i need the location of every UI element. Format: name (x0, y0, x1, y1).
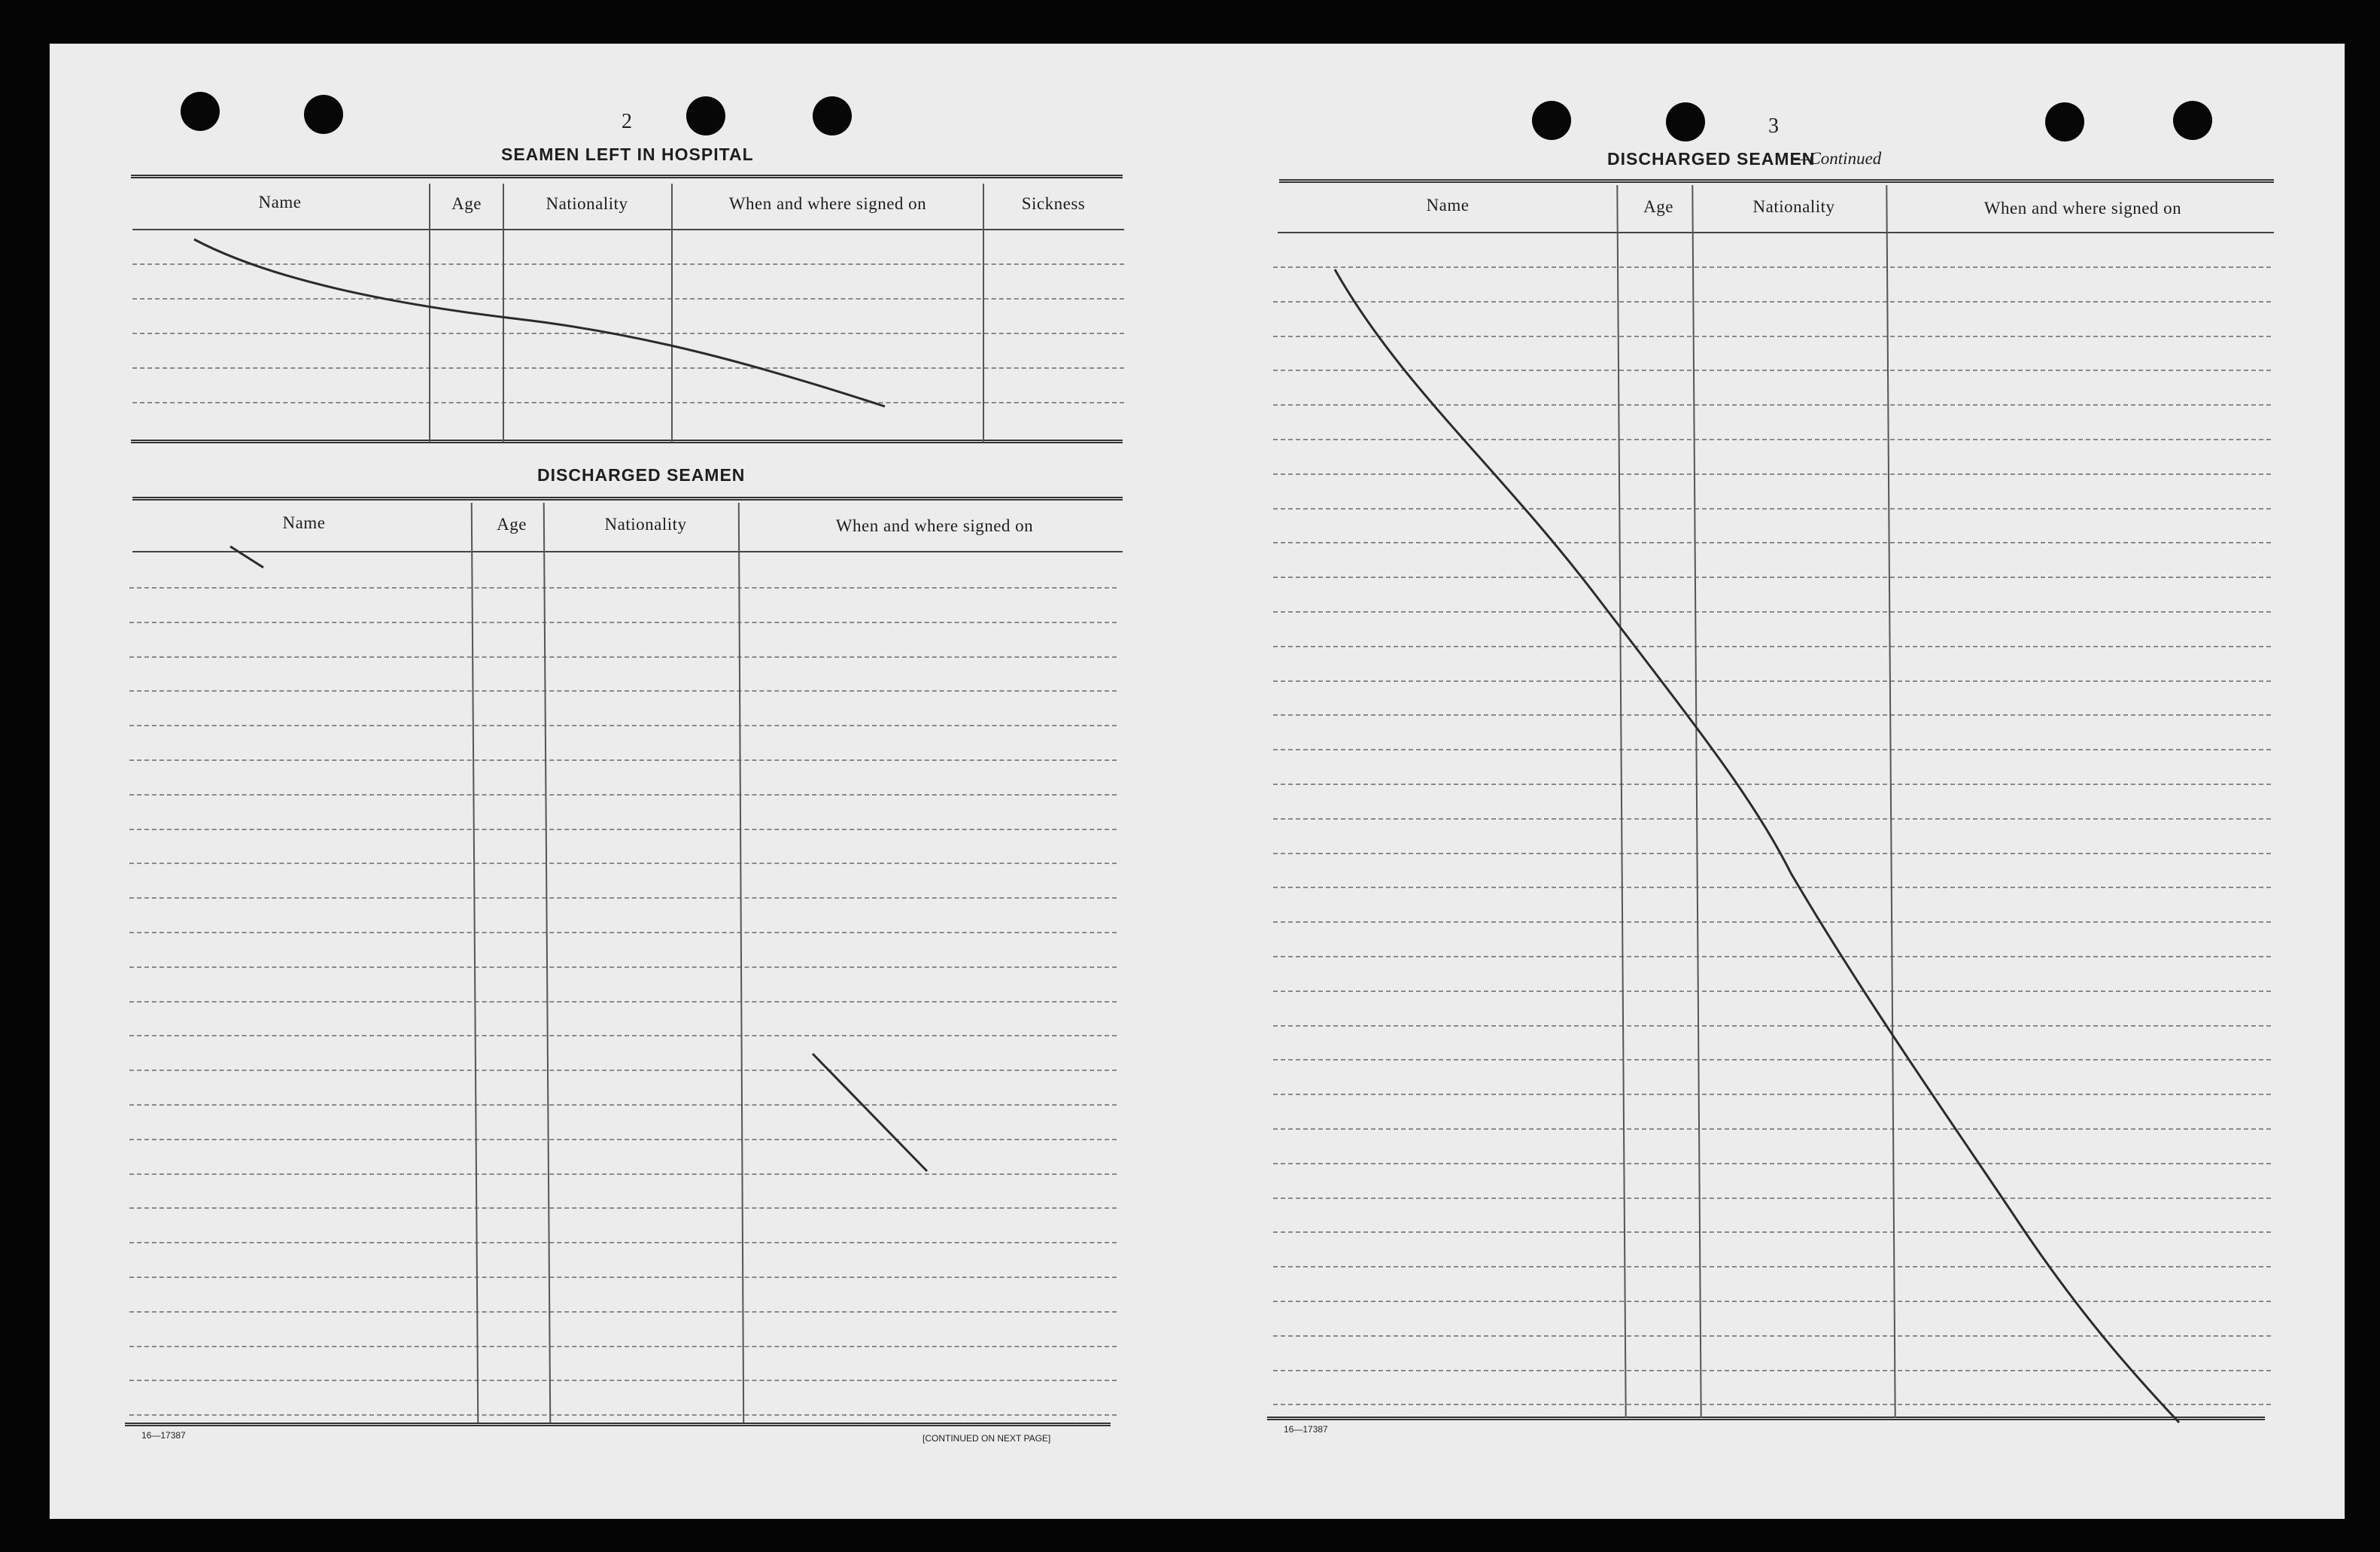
page-number-right: 3 (1768, 114, 1779, 138)
discharged-col-signed-on: When and where signed on (835, 516, 1034, 535)
discharged-cancel-stroke (813, 1054, 927, 1171)
hospital-col-signed-on: When and where signed on (728, 194, 927, 213)
discharged-col-name: Name (282, 513, 326, 532)
hospital-col-age: Age (451, 194, 482, 213)
discharged-continued-suffix: —Continued (1794, 149, 1882, 168)
page-number-left: 2 (622, 110, 632, 133)
hospital-col-name: Name (258, 193, 302, 211)
hospital-col-sickness: Sickness (1021, 194, 1086, 213)
right-col-nationality: Nationality (1752, 197, 1835, 216)
tick-mark (230, 546, 263, 568)
form-number-right: 16—17387 (1284, 1424, 1328, 1435)
right-col-signed-on: When and where signed on (1983, 199, 2182, 218)
right-col-name: Name (1426, 196, 1470, 215)
discharged-col-age: Age (497, 515, 527, 534)
form-number-left: 16—17387 (141, 1430, 186, 1441)
discharged-col-nationality: Nationality (604, 515, 687, 534)
hospital-section-title: SEAMEN LEFT IN HOSPITAL (501, 145, 754, 164)
hospital-col-nationality: Nationality (546, 194, 628, 213)
continued-note: [CONTINUED ON NEXT PAGE] (923, 1433, 1051, 1444)
right-col-age: Age (1643, 197, 1673, 216)
hospital-cancel-stroke (194, 239, 885, 406)
discharged-continued-title: DISCHARGED SEAMEN (1607, 149, 1816, 169)
discharged-section-title: DISCHARGED SEAMEN (537, 465, 746, 485)
right-cancel-stroke (1335, 269, 2179, 1423)
